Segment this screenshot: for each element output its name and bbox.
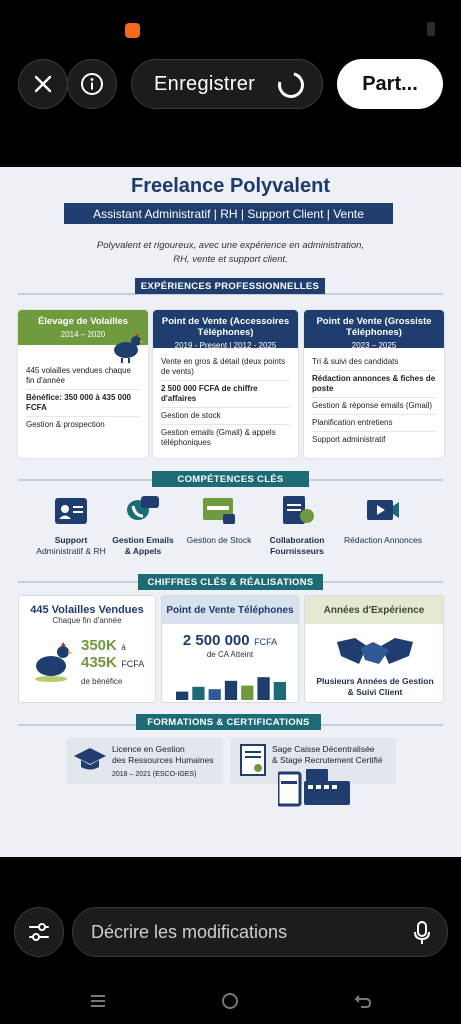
experience-card xyxy=(304,310,444,458)
experience-item: Rédaction annonces & fiches de poste xyxy=(312,371,436,398)
id-card-icon xyxy=(53,494,89,526)
save-label: Enregistrer xyxy=(154,72,256,95)
skill-label: Rédaction Annonces xyxy=(344,535,422,545)
back-icon[interactable] xyxy=(353,991,373,1011)
tagline-line-2: RH, vente et support client. xyxy=(173,254,288,265)
skill-label: Support xyxy=(54,535,88,545)
figure-profit-low: 350K xyxy=(81,637,117,654)
figure-years-title: Années d'Expérience xyxy=(305,596,443,624)
figure-profit-mid: à xyxy=(121,643,126,652)
experience-item: Gestion & réponse emails (Gmail) xyxy=(312,398,436,415)
experience-item: Support administratif xyxy=(312,435,386,444)
experience-item: Gestion & prospection xyxy=(26,420,105,429)
training-title: Sage Caisse Décentralisée xyxy=(272,744,375,754)
skill-sublabel: & Appels xyxy=(124,546,162,556)
figure-years-label: Plusieurs Années de Gestion & Suivi Client xyxy=(316,676,434,697)
experience-item: Gestion emails (Gmail) & appels téléphoniques xyxy=(161,428,276,447)
sales-bar xyxy=(241,686,253,700)
training-title: des Ressources Humaines xyxy=(112,755,214,765)
section-skills: COMPÉTENCES CLÉS xyxy=(152,471,309,487)
phone-chat-icon xyxy=(125,494,161,526)
experience-title: Élevage de Volailles xyxy=(37,316,129,327)
sales-bar xyxy=(274,682,286,700)
video-ad-icon xyxy=(365,494,401,526)
graduation-cap-icon xyxy=(74,748,106,772)
experience-title: Point de Vente (Accessoires Téléphones) xyxy=(161,316,290,338)
poster-title: Freelance Polyvalent xyxy=(131,175,330,197)
experience-title: Point de Vente (Grossiste Téléphones) xyxy=(316,316,432,338)
loading-spinner-icon xyxy=(273,67,309,103)
figure-profit-label: de bénéfice xyxy=(81,677,123,686)
hen-icon xyxy=(33,638,73,682)
chicken-icon xyxy=(110,332,144,364)
handshake-icon xyxy=(337,634,413,670)
figure-sales-unit: FCFA xyxy=(254,637,278,647)
training-card xyxy=(66,738,223,784)
certificate-icon xyxy=(240,744,266,776)
skill-label: Gestion Emails xyxy=(112,535,174,545)
experience-item: Bénéfice: 350 000 à 435 000 FCFA xyxy=(26,390,140,417)
section-figures: CHIFFRES CLÉS & RÉALISATIONS xyxy=(138,574,323,590)
sales-bar xyxy=(176,692,188,700)
home-icon[interactable] xyxy=(220,991,240,1011)
figure-poultry-title: 445 Volailles Vendues xyxy=(30,604,144,616)
prompt-placeholder: Décrire les modifications xyxy=(91,921,288,942)
skill-item xyxy=(338,494,428,546)
experience-item: 445 volailles vendues chaque fin d'année xyxy=(26,363,140,390)
training-years: 2018 – 2021 (ESCO-IGES) xyxy=(112,771,197,778)
sales-bar-chart xyxy=(172,674,290,700)
skill-item xyxy=(176,494,262,546)
sales-bar xyxy=(225,681,237,700)
close-button[interactable] xyxy=(18,59,68,109)
share-button[interactable]: Part... xyxy=(337,59,443,109)
system-nav-bar xyxy=(0,985,461,1021)
training-title: & Stage Recrutement Certifié xyxy=(272,755,383,765)
experience-item: 2 500 000 FCFA de chiffre d'affaires xyxy=(161,381,290,408)
generated-image xyxy=(0,167,461,857)
clipboard-handshake-icon xyxy=(279,494,315,526)
sales-bar xyxy=(257,677,269,700)
skill-item xyxy=(100,494,186,557)
figure-card-poultry xyxy=(18,595,156,703)
cash-register-icon xyxy=(278,767,352,807)
experience-item: Gestion de stock xyxy=(161,408,290,425)
experience-item: Vente en gros & détail (deux points de vents) xyxy=(161,354,290,381)
poster-tagline xyxy=(40,239,421,267)
settings-button[interactable] xyxy=(14,907,64,957)
experience-years: 2023 – 2025 xyxy=(351,341,397,350)
battery-icon xyxy=(427,22,435,36)
figure-card-sales xyxy=(161,595,299,703)
figure-card-years xyxy=(304,595,444,703)
skill-sublabel: Administratif & RH xyxy=(36,546,106,556)
save-button[interactable] xyxy=(131,59,323,109)
figure-sales-title: Point de Vente Téléphones xyxy=(162,596,298,624)
experience-card xyxy=(153,310,298,458)
info-button[interactable] xyxy=(67,59,117,109)
experience-years: 2019 - Present | 2012 - 2025 xyxy=(174,341,277,350)
section-trainings: FORMATIONS & CERTIFICATIONS xyxy=(136,714,321,730)
figure-profit-high: 435K xyxy=(81,654,117,671)
sales-bar xyxy=(192,687,204,700)
sales-bar xyxy=(209,689,221,700)
experience-card xyxy=(18,310,148,458)
top-toolbar xyxy=(0,59,461,111)
figure-poultry-sub: Chaque fin d'année xyxy=(52,616,122,625)
figure-sales-value: 2 500 000 xyxy=(182,632,250,649)
poster-banner: Assistant Administratif | RH | Support Client | Vente xyxy=(64,203,393,224)
section-experiences: EXPÉRIENCES PROFESSIONNELLES xyxy=(135,278,325,294)
prompt-input[interactable] xyxy=(72,907,448,957)
skill-label: Collaboration xyxy=(269,535,325,545)
experience-item: Tri & suivi des candidats xyxy=(312,354,436,371)
tagline-line-1: Polyvalent et rigoureux, avec une expérience en administration, xyxy=(96,240,365,251)
stock-box-icon xyxy=(201,494,237,526)
recent-apps-icon[interactable] xyxy=(88,991,108,1011)
prompt-bar xyxy=(0,905,461,960)
skill-item xyxy=(254,494,340,557)
close-icon xyxy=(34,75,52,93)
experience-years: 2014 – 2020 xyxy=(60,330,106,339)
info-icon xyxy=(80,72,104,96)
skill-sublabel: Fournisseurs xyxy=(270,546,324,556)
figure-sales-label: de CA Atteint xyxy=(206,650,254,659)
training-title: Licence en Gestion xyxy=(112,744,185,754)
microphone-icon[interactable] xyxy=(413,921,431,945)
skill-label: Gestion de Stock xyxy=(186,535,252,545)
app-notification-icon xyxy=(125,23,140,38)
experience-item: Planification entretiens xyxy=(312,415,436,432)
sliders-icon xyxy=(28,921,50,943)
figure-profit-unit: FCFA xyxy=(121,659,145,669)
status-bar xyxy=(0,0,461,48)
